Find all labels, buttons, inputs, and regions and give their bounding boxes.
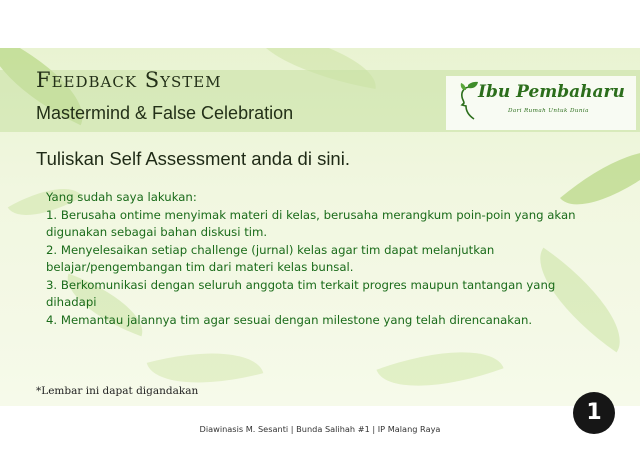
slide xyxy=(0,48,640,406)
assessment-item: 4. Memantau jalannya tim agar sesuai dengan milestone yang telah direncanakan. xyxy=(46,312,533,327)
slide-subtitle: Mastermind & False Celebration xyxy=(36,103,294,123)
assessment-item: 3. Berkomunikasi dengan seluruh anggota tim terkait progres maupun tantangan yang dihadapi xyxy=(46,277,556,309)
assessment-item: 1. Berusaha ontime menyimak materi di kelas, berusaha merangkum poin-poin yang akan digunakan sebagai bahan diskusi tim. xyxy=(46,207,576,239)
slide-title: Feedback System xyxy=(36,68,222,92)
footnote: *Lembar ini dapat digandakan xyxy=(36,385,199,397)
page-number-badge: 1 xyxy=(573,392,615,434)
footer-credit: Diawinasis M. Sesanti | Bunda Salihah #1 | IP Malang Raya xyxy=(199,424,441,434)
assessment-item: 2. Menyelesaikan setiap challenge (jurnal) kelas agar tim dapat melanjutkan belajar/pengembangan tim dari materi kelas bunsal. xyxy=(46,242,495,274)
leaf-decoration xyxy=(376,329,503,406)
assessment-body xyxy=(46,189,586,329)
assessment-heading: Tuliskan Self Assessment anda di sini. xyxy=(36,148,350,169)
woman-leaf-logo-icon xyxy=(456,81,480,121)
logo-name: Ibu Pembaharu xyxy=(478,82,625,102)
logo-tagline: Dari Rumah Untuk Dunia xyxy=(508,108,589,114)
assessment-intro: Yang sudah saya lakukan: xyxy=(46,190,197,204)
brand-logo xyxy=(446,76,636,130)
